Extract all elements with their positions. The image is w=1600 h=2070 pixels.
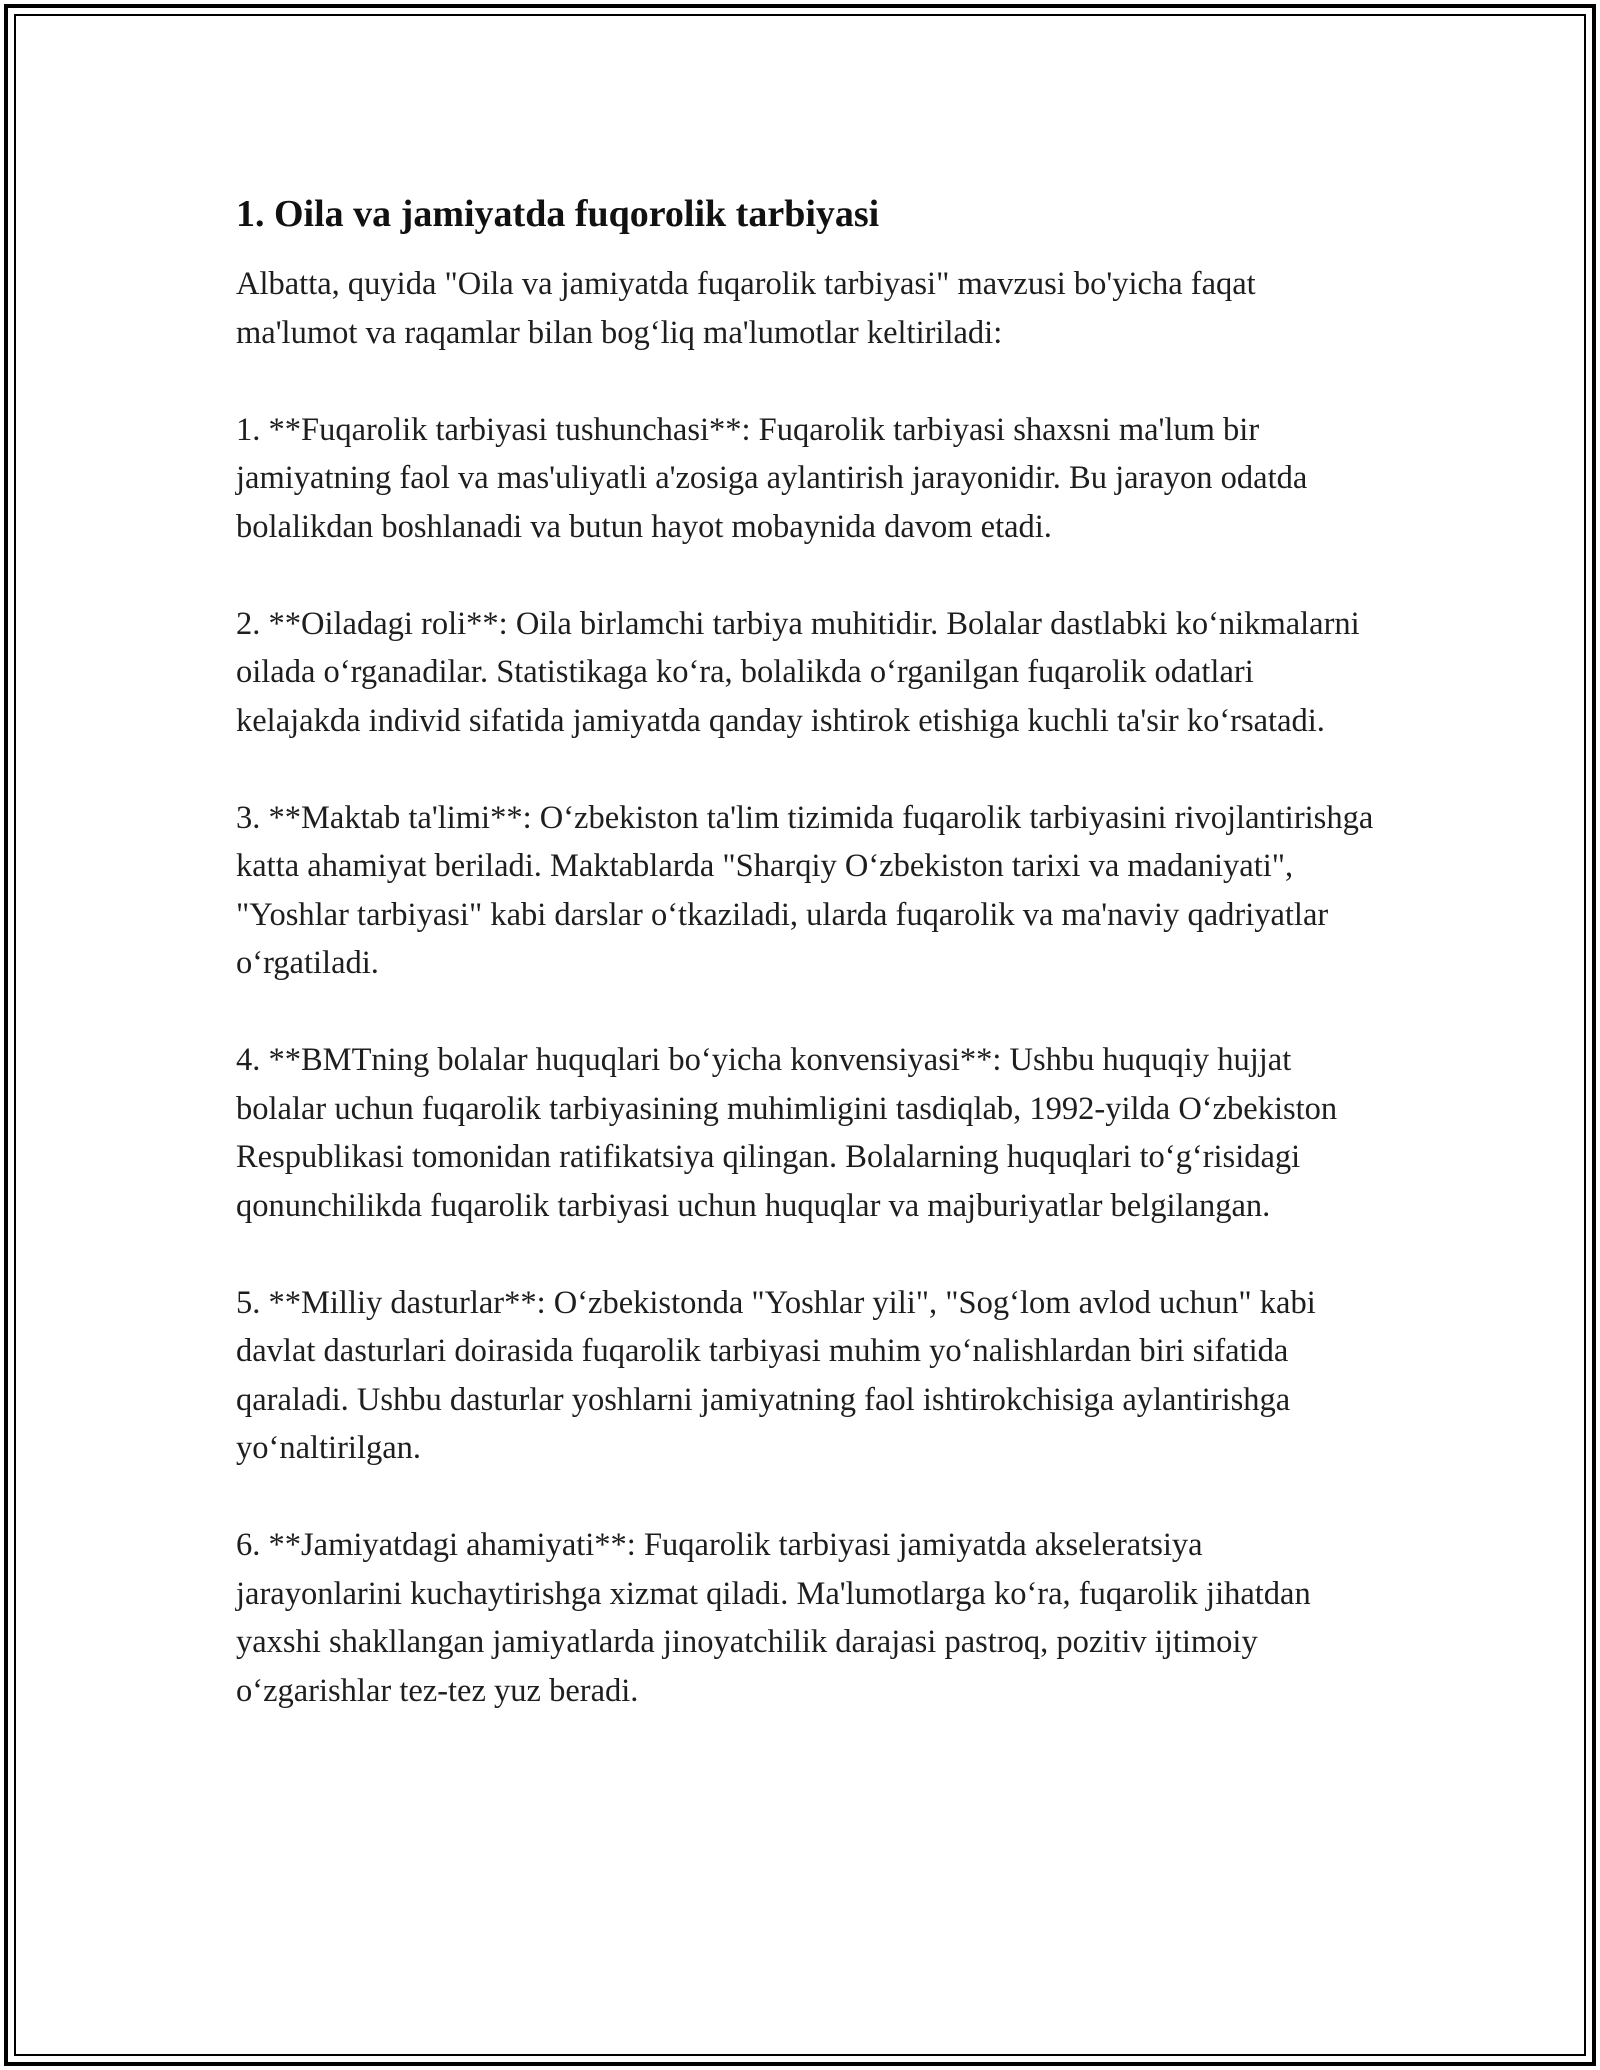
- intro-paragraph: Albatta, quyida "Oila va jamiyatda fuqarolik tarbiyasi" mavzusi bo'yicha faqat ma'lumot va raqamlar bilan bog‘liq ma'lumotlar keltiriladi:: [236, 266, 1256, 351]
- document-body: [236, 186, 1376, 1715]
- list-item: 3. **Maktab ta'limi**: O‘zbekiston ta'lim tizimida fuqarolik tarbiyasini rivojlantirishga katta ahamiyat beriladi. Maktablarda "Sharqiy O‘zbekiston tarixi va madaniyati", "Yoshlar tarbiyasi" kabi darslar o‘tkaziladi, ularda fuqarolik va ma'naviy qadriyatlar o‘rgatiladi.: [236, 799, 1374, 981]
- list-item: 6. **Jamiyatdagi ahamiyati**: Fuqarolik tarbiyasi jamiyatda akseleratsiya jarayonlarini kuchaytirishga xizmat qiladi. Ma'lumotlarga ko‘ra, fuqarolik jihatdan yaxshi shakllangan jamiyatlarda jinoyatchilik darajasi pastroq, pozitiv ijtimoiy o‘zgarishlar tez-tez yuz beradi.: [236, 1527, 1311, 1709]
- list-item: 1. **Fuqarolik tarbiyasi tushunchasi**: Fuqarolik tarbiyasi shaxsni ma'lum bir jamiyatning faol va mas'uliyatli a'zosiga aylantirish jarayonidir. Bu jarayon odatda bolalikdan boshlanadi va butun hayot mobaynida davom etadi.: [236, 411, 1308, 545]
- list-item: 4. **BMTning bolalar huquqlari bo‘yicha konvensiyasi**: Ushbu huquqiy hujjat bolalar uchun fuqarolik tarbiyasining muhimligini tasdiqlab, 1992-yilda O‘zbekiston Respublikasi tomonidan ratifikatsiya qilingan. Bolalarning huquqlari to‘g‘risidagi qonunchilikda fuqarolik tarbiyasi uchun huquqlar va majburiyatlar belgilangan.: [236, 1042, 1338, 1224]
- document-title: 1. Oila va jamiyatda fuqorolik tarbiyasi: [236, 193, 880, 235]
- list-item: 2. **Oiladagi roli**: Oila birlamchi tarbiya muhitidir. Bolalar dastlabki ko‘nikmalarni oilada o‘rganadilar. Statistikaga ko‘ra, bolalikda o‘rganilgan fuqarolik odatlari kelajakda individ sifatida jamiyatda qanday ishtirok etishiga kuchli ta'sir ko‘rsatadi.: [236, 605, 1360, 739]
- list-item: 5. **Milliy dasturlar**: O‘zbekistonda "Yoshlar yili", "Sog‘lom avlod uchun" kabi davlat dasturlari doirasida fuqarolik tarbiyasi muhim yo‘nalishlardan biri sifatida qaraladi. Ushbu dasturlar yoshlarni jamiyatning faol ishtirokchisiga aylantirishga yo‘naltirilgan.: [236, 1284, 1316, 1466]
